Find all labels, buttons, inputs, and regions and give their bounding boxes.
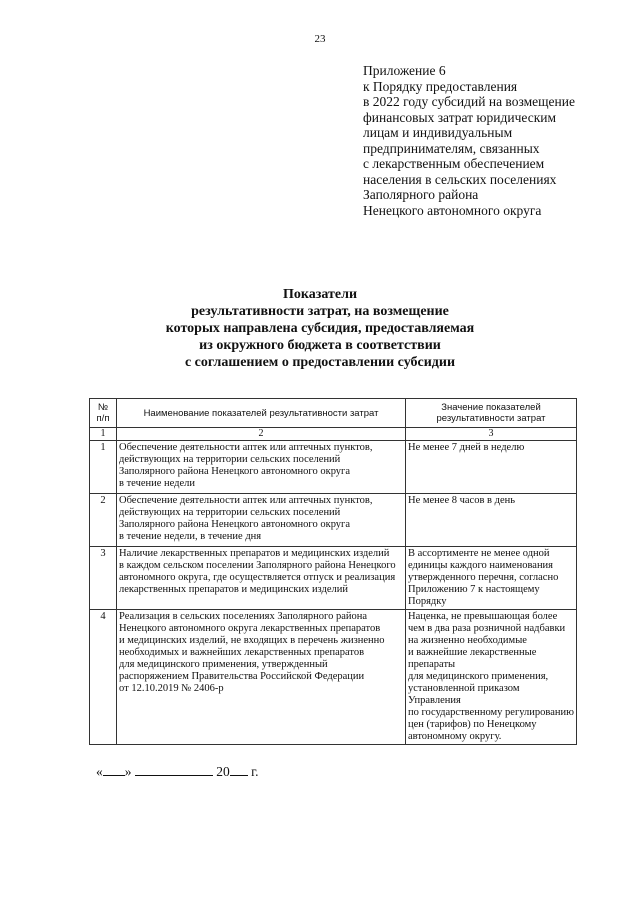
month-blank xyxy=(135,762,213,776)
cell-line: установленной приказом Управления xyxy=(408,683,520,706)
close-quote: » xyxy=(124,764,132,779)
page-number: 23 xyxy=(314,33,326,45)
row-indicator-name xyxy=(117,441,406,494)
row-indicator-value xyxy=(406,441,577,494)
cell-line: распоряжением Правительства Российской Федерации xyxy=(119,671,365,682)
row-indicator-name xyxy=(117,610,406,745)
table-index-row xyxy=(90,428,577,441)
row-indicator-name xyxy=(117,494,406,547)
row-number: 3 xyxy=(90,547,117,610)
cell-line: чем в два раза розничной надбавки xyxy=(408,623,566,634)
header-num-line: п/п xyxy=(96,413,110,424)
appendix-line: населения в сельских поселениях xyxy=(363,171,557,187)
date-signature-line xyxy=(96,762,259,780)
title-line: которых направлена субсидия, предоставляемая xyxy=(165,321,475,336)
cell-line: Не менее 8 часов в день xyxy=(408,495,516,506)
header-value-line: результативности затрат xyxy=(436,413,546,424)
index-cell: 3 xyxy=(406,428,577,441)
header-num-line: № xyxy=(97,402,109,413)
cell-line: единицы каждого наименования xyxy=(408,560,554,571)
cell-line: лекарственных препаратов и медицинских изделий xyxy=(119,584,349,595)
cell-line: от 12.10.2019 № 2406-р xyxy=(119,683,224,694)
appendix-line: Ненецкого автономного округа xyxy=(363,202,542,218)
appendix-line: финансовых затрат юридическим xyxy=(363,109,557,125)
cell-line: на жизненно необходимые xyxy=(408,635,527,646)
cell-line: Не менее 7 дней в неделю xyxy=(408,442,525,453)
row-indicator-value xyxy=(406,494,577,547)
cell-line: в каждом сельском поселении Заполярного района Ненецкого xyxy=(119,560,396,571)
appendix-line: предпринимателям, связанных xyxy=(363,140,540,156)
table-row xyxy=(90,610,577,745)
document-title xyxy=(0,286,640,371)
cell-line: Приложению 7 к настоящему Порядку xyxy=(408,584,540,607)
cell-line: действующих на территории сельских поселений xyxy=(119,507,341,518)
table-row xyxy=(90,441,577,494)
cell-line: цен (тарифов) по Ненецкому xyxy=(408,719,537,730)
cell-line: автономного округа, где осуществляется отпуск и реализация xyxy=(119,572,396,583)
cell-line: утвержденного перечня, согласно xyxy=(408,572,559,583)
index-cell: 2 xyxy=(117,428,406,441)
appendix-line: Приложение 6 xyxy=(363,63,446,78)
cell-line: для медицинского применения, утвержденный xyxy=(119,659,328,670)
appendix-line: лицам и индивидуальным xyxy=(363,125,513,140)
table-header-row xyxy=(90,399,577,428)
table-row xyxy=(90,494,577,547)
appendix-block xyxy=(363,63,623,218)
cell-line: в течение недели xyxy=(119,478,196,489)
cell-line: Ненецкого автономного округа лекарственных препаратов xyxy=(119,623,381,634)
cell-line: Наценка, не превышающая более xyxy=(408,611,558,622)
header-num xyxy=(90,399,117,428)
indicators-table xyxy=(89,398,577,745)
appendix-line: к Порядку предоставления xyxy=(363,78,518,94)
day-blank xyxy=(103,762,125,776)
cell-line: Обеспечение деятельности аптек или аптечных пунктов, xyxy=(119,495,373,506)
title-line: Показатели xyxy=(282,287,358,302)
cell-line: автономному округу. xyxy=(408,731,502,742)
cell-line: для медицинского применения, xyxy=(408,671,549,682)
header-value xyxy=(406,399,577,428)
cell-line: действующих на территории сельских поселений xyxy=(119,454,341,465)
row-indicator-name xyxy=(117,547,406,610)
row-number: 4 xyxy=(90,610,117,745)
cell-line: Обеспечение деятельности аптек или аптечных пунктов, xyxy=(119,442,373,453)
year-suffix: г. xyxy=(251,764,259,779)
cell-line: необходимых и важнейших лекарственных препаратов xyxy=(119,647,365,658)
row-indicator-value xyxy=(406,547,577,610)
appendix-line: Заполярного района xyxy=(363,187,479,202)
cell-line: по государственному регулированию xyxy=(408,707,574,718)
row-number: 2 xyxy=(90,494,117,547)
cell-line: и важнейшие лекарственные препараты xyxy=(408,647,537,670)
cell-line: Заполярного района Ненецкого автономного округа xyxy=(119,466,351,477)
row-indicator-value xyxy=(406,610,577,745)
index-cell: 1 xyxy=(90,428,117,441)
appendix-line: в 2022 году субсидий на возмещение xyxy=(363,94,575,109)
cell-line: Заполярного района Ненецкого автономного округа xyxy=(119,519,351,530)
table-row xyxy=(90,547,577,610)
title-line: из окружного бюджета в соответствии xyxy=(199,338,441,353)
cell-line: Реализация в сельских поселениях Заполярного района xyxy=(119,611,368,622)
header-name: Наименование показателей результативности затрат xyxy=(117,399,406,428)
title-line: результативности затрат, на возмещение xyxy=(191,304,449,319)
appendix-line: с лекарственным обеспечением xyxy=(363,156,545,171)
cell-line: в течение недели, в течение дня xyxy=(119,531,262,542)
open-quote: « xyxy=(96,764,103,779)
year-blank xyxy=(230,762,248,776)
cell-line: В ассортименте не менее одной xyxy=(408,548,550,559)
year-prefix: 20 xyxy=(216,764,230,779)
cell-line: и медицинских изделий, не входящих в перечень жизненно xyxy=(119,635,385,646)
title-line: с соглашением о предоставлении субсидии xyxy=(184,355,456,370)
row-number: 1 xyxy=(90,441,117,494)
cell-line: Наличие лекарственных препаратов и медицинских изделий xyxy=(119,548,390,559)
header-value-line: Значение показателей xyxy=(441,402,541,413)
